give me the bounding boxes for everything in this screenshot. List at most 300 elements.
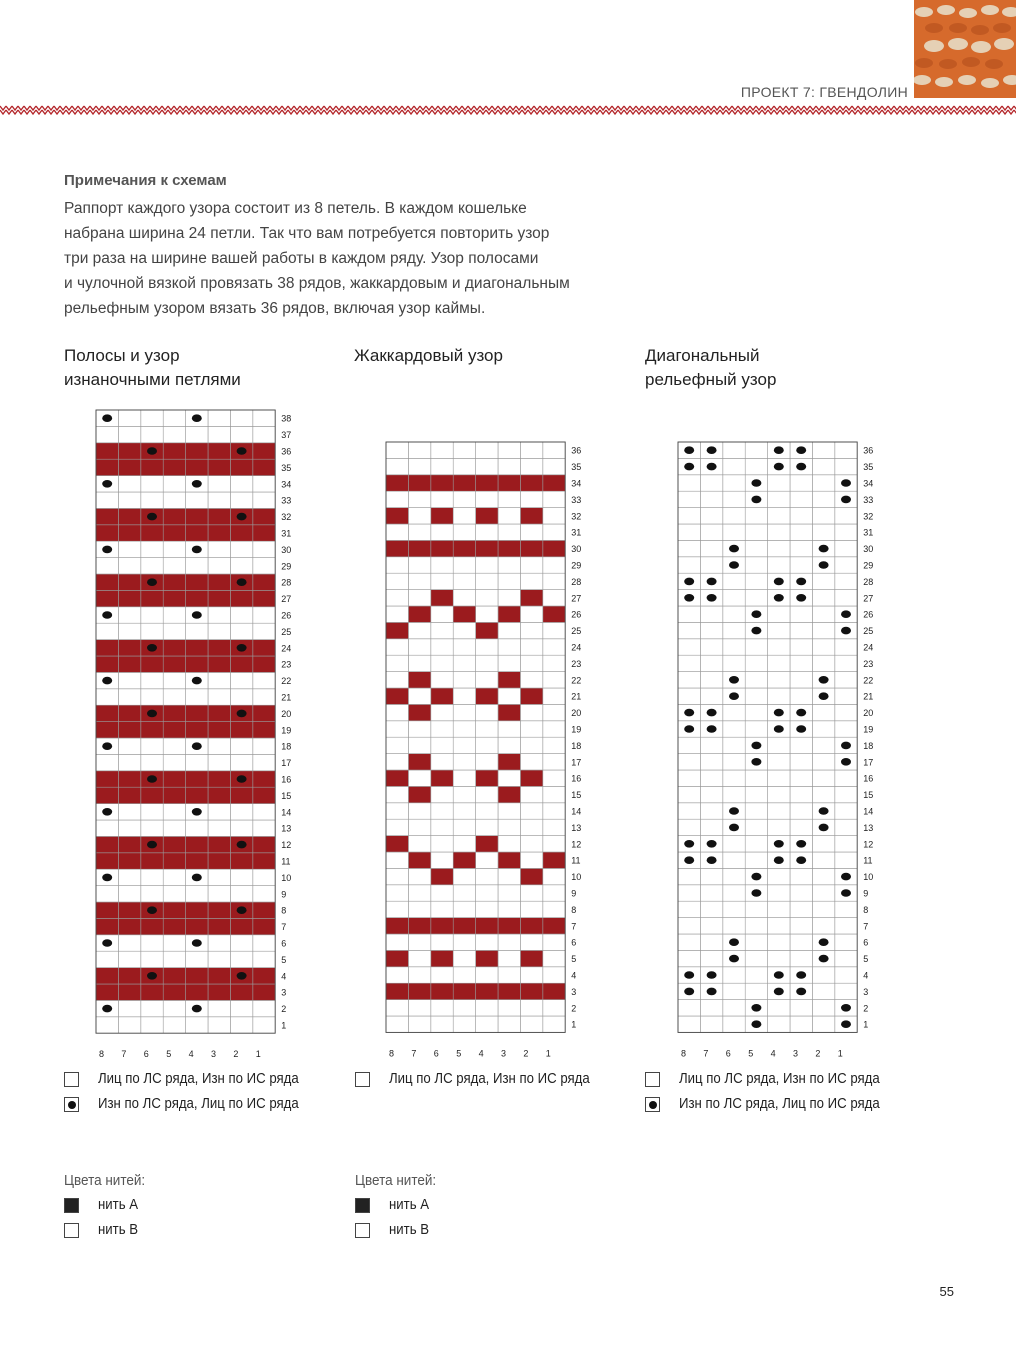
chart-cell [453, 704, 475, 720]
chart-cell [96, 820, 118, 836]
chart-cell [768, 524, 790, 540]
chart-cell [790, 639, 812, 655]
chart-cell [723, 721, 745, 737]
chart-cell [431, 803, 453, 819]
chart-cell [186, 508, 208, 524]
chart-cell [835, 508, 857, 524]
chart-cell [812, 590, 834, 606]
chart-cell [408, 540, 430, 556]
chart-cell [520, 557, 542, 573]
chart-cell [835, 704, 857, 720]
chart-cell [408, 573, 430, 589]
row-label: 17 [281, 758, 292, 769]
chart-cell [208, 886, 230, 902]
chart-cell [700, 606, 722, 622]
chart-cell [790, 475, 812, 491]
chart-cell [230, 754, 252, 770]
chart-cell [520, 606, 542, 622]
chart-cell [835, 901, 857, 917]
chart-cell [768, 508, 790, 524]
chart-cell [723, 524, 745, 540]
chart-cell [790, 786, 812, 802]
dot-symbol [729, 561, 739, 569]
chart-cell [253, 1000, 275, 1016]
chart-cell [678, 508, 700, 524]
dot-symbol [751, 889, 761, 897]
chart-cell [745, 557, 767, 573]
chart-cell [141, 590, 163, 606]
chart-cell [253, 754, 275, 770]
chart-cell [431, 557, 453, 573]
chart-cell [186, 984, 208, 1000]
chart-cell [96, 968, 118, 984]
chart-cell [386, 983, 408, 999]
chart-cell [453, 868, 475, 884]
chart-cell [723, 590, 745, 606]
chart-cell [520, 540, 542, 556]
chart-cell [678, 655, 700, 671]
column-label: 4 [770, 1048, 776, 1058]
chart-cell [745, 983, 767, 999]
column-label: 4 [188, 1049, 194, 1058]
dot-symbol [102, 480, 112, 488]
chart-cell [745, 950, 767, 966]
dot-symbol [237, 578, 247, 586]
chart-cell [812, 967, 834, 983]
chart-cell [408, 1000, 430, 1016]
dot-symbol [707, 725, 717, 733]
chart-title-line: Жаккардовый узор [354, 346, 503, 365]
chart-cell [386, 672, 408, 688]
row-label: 34 [571, 478, 582, 489]
chart-cell [745, 458, 767, 474]
chart-cell [543, 852, 565, 868]
dot-symbol [707, 463, 717, 471]
chart-cell [520, 950, 542, 966]
dot-symbol [684, 463, 694, 471]
chart-cell [498, 918, 520, 934]
chart-cell [768, 950, 790, 966]
chart-cell [790, 754, 812, 770]
dot-symbol [147, 841, 157, 849]
dot-symbol [102, 742, 112, 750]
chart-cell [186, 787, 208, 803]
chart-cell [230, 869, 252, 885]
chart-title-line: изнаночными петлями [64, 370, 241, 389]
chart-cell [118, 1017, 140, 1033]
row-label: 35 [571, 462, 582, 473]
row-label: 33 [281, 495, 292, 506]
chart-cell [700, 491, 722, 507]
chart-cell [208, 705, 230, 721]
chart-cell [431, 508, 453, 524]
chart-cell [208, 935, 230, 951]
chart-cell [723, 885, 745, 901]
chart-cell [476, 754, 498, 770]
row-label: 32 [863, 511, 874, 522]
chart-cell [543, 1000, 565, 1016]
dot-symbol [102, 808, 112, 816]
chart-cell [186, 853, 208, 869]
chart-cell [408, 950, 430, 966]
dot-symbol [237, 513, 247, 521]
chart-cell [163, 640, 185, 656]
row-label: 20 [281, 708, 292, 719]
chart-cell [476, 967, 498, 983]
chart-cell [723, 491, 745, 507]
chart-cell [812, 704, 834, 720]
chart-cell [498, 721, 520, 737]
chart-cell [230, 918, 252, 934]
chart-cell [520, 622, 542, 638]
chart-cell [208, 492, 230, 508]
chart-cell [745, 721, 767, 737]
dot-symbol [774, 446, 784, 454]
chart-cell [118, 541, 140, 557]
chart-cell [678, 803, 700, 819]
chart-cell [118, 902, 140, 918]
dot-symbol [237, 972, 247, 980]
chart-cell [476, 786, 498, 802]
chart-cell [520, 672, 542, 688]
chart-cell [745, 524, 767, 540]
dot-symbol [684, 971, 694, 979]
chart-cell [476, 458, 498, 474]
chart-cell [186, 754, 208, 770]
chart-cell [768, 737, 790, 753]
row-label: 31 [281, 528, 292, 539]
chart-cell [723, 606, 745, 622]
dot-square-icon [645, 1097, 660, 1112]
chart-cell [163, 574, 185, 590]
chart-cell [118, 508, 140, 524]
chart-cell [230, 656, 252, 672]
dot-symbol [147, 644, 157, 652]
chart-cell [208, 525, 230, 541]
row-label: 2 [571, 1003, 577, 1014]
chart-cell [453, 885, 475, 901]
row-label: 32 [571, 511, 582, 522]
chart-cell [812, 622, 834, 638]
chart-cell [835, 950, 857, 966]
chart-cell [253, 640, 275, 656]
chart-cell [835, 639, 857, 655]
row-label: 10 [281, 872, 292, 883]
row-label: 24 [863, 642, 874, 653]
chart-cell [408, 655, 430, 671]
dot-symbol [774, 578, 784, 586]
chart-cell [543, 967, 565, 983]
chart-cell [96, 705, 118, 721]
chart-cell [520, 918, 542, 934]
chart-cell [812, 852, 834, 868]
chart-cell [835, 934, 857, 950]
chart-cell [208, 1017, 230, 1033]
chart-cell [118, 426, 140, 442]
chart-cell [163, 853, 185, 869]
chart-cell [700, 918, 722, 934]
dot-symbol [796, 463, 806, 471]
chart-cell [476, 442, 498, 458]
chart-cell [431, 901, 453, 917]
chart-cell [678, 606, 700, 622]
chart-cell [790, 491, 812, 507]
chart-cell [96, 443, 118, 459]
chart-cell [723, 704, 745, 720]
chart-cell [386, 491, 408, 507]
chart-cell [253, 886, 275, 902]
chart-cell [476, 1016, 498, 1032]
chart-cell [408, 983, 430, 999]
dot-symbol [147, 710, 157, 718]
chart-cell [498, 508, 520, 524]
chart-cell [723, 573, 745, 589]
chart-cell [141, 459, 163, 475]
legend-text: Лиц по ЛС ряда, Изн по ИС ряда [98, 1070, 299, 1087]
dot-symbol [819, 824, 829, 832]
empty-square-icon [64, 1072, 79, 1087]
chart-cell [835, 836, 857, 852]
chart-cell [678, 918, 700, 934]
chart-cell [476, 852, 498, 868]
chart-cell [678, 868, 700, 884]
chart-cell [208, 672, 230, 688]
chart-cell [163, 918, 185, 934]
dot-symbol [102, 414, 112, 422]
chart-cell [678, 754, 700, 770]
dot-symbol [841, 758, 851, 766]
row-label: 23 [281, 659, 292, 670]
chart-cell [141, 722, 163, 738]
chart-cell [835, 983, 857, 999]
chart-cell [386, 704, 408, 720]
chart-cell [118, 672, 140, 688]
chart-cell [386, 868, 408, 884]
chart-cell [498, 819, 520, 835]
chart-cell [141, 787, 163, 803]
chart-cell [96, 984, 118, 1000]
chart-cell [768, 557, 790, 573]
chart-title-line: Диагональный [645, 346, 760, 365]
chart-cell [700, 508, 722, 524]
chart-cell [253, 689, 275, 705]
chart-cell [141, 754, 163, 770]
chart-cell [543, 868, 565, 884]
row-label: 19 [863, 724, 874, 735]
chart-cell [253, 951, 275, 967]
chart-cell [141, 623, 163, 639]
chart-cell [498, 803, 520, 819]
chart-cell [408, 688, 430, 704]
chart-cell [768, 786, 790, 802]
chart-cell [678, 540, 700, 556]
chart-cell [186, 623, 208, 639]
chart-cell [543, 786, 565, 802]
chart-cell [431, 639, 453, 655]
notes-title: Примечания к схемам [64, 172, 227, 189]
row-label: 14 [571, 806, 582, 817]
chart-cell [163, 836, 185, 852]
chart-cell [678, 786, 700, 802]
chart-cell [700, 688, 722, 704]
yarn-text: нить A [98, 1196, 139, 1213]
chart-cell [476, 770, 498, 786]
column-label: 5 [748, 1048, 754, 1058]
chart-cell [118, 1000, 140, 1016]
chart-cell [408, 819, 430, 835]
yarn-text: нить A [389, 1196, 430, 1213]
chart-cell [163, 886, 185, 902]
chart-cell [835, 803, 857, 819]
row-label: 36 [571, 445, 582, 456]
row-label: 9 [571, 888, 577, 899]
chart-cell [745, 836, 767, 852]
chart-cell [453, 557, 475, 573]
chart-cell [163, 623, 185, 639]
chart-cell [96, 902, 118, 918]
chart-cell [453, 983, 475, 999]
chart-cell [520, 491, 542, 507]
chart-cell [163, 410, 185, 426]
chart-cell [678, 524, 700, 540]
dot-symbol [684, 578, 694, 586]
chart-cell [812, 524, 834, 540]
chart-cell [141, 689, 163, 705]
dot-symbol [841, 496, 851, 504]
chart-cell [543, 672, 565, 688]
chart-cell [520, 590, 542, 606]
chart-cell [141, 656, 163, 672]
dot-symbol [751, 610, 761, 618]
chart-cell [163, 738, 185, 754]
chart-cell [476, 1000, 498, 1016]
dot-symbol [147, 447, 157, 455]
chart-cell [163, 508, 185, 524]
dot-square-icon [64, 1097, 79, 1112]
chart-cell [230, 804, 252, 820]
chart-cell [768, 688, 790, 704]
chart-cell [253, 771, 275, 787]
chart-cell [230, 476, 252, 492]
chart-cell [812, 655, 834, 671]
chart-cell [543, 737, 565, 753]
chart-cell [700, 803, 722, 819]
chart-cell [768, 819, 790, 835]
chart-cell [386, 721, 408, 737]
chart-cell [141, 426, 163, 442]
row-label: 18 [863, 740, 874, 751]
dot-symbol [102, 677, 112, 685]
dot-symbol [841, 1020, 851, 1028]
chart-cell [812, 606, 834, 622]
chart-cell [408, 1016, 430, 1032]
row-label: 23 [571, 658, 582, 669]
chart-cell [790, 803, 812, 819]
dot-symbol [841, 889, 851, 897]
chart-cell [476, 983, 498, 999]
chart-cell [520, 458, 542, 474]
chart-cell [790, 1016, 812, 1032]
chart-cell [208, 1000, 230, 1016]
chart-cell [543, 721, 565, 737]
chart-cell [543, 475, 565, 491]
chart-cell [118, 623, 140, 639]
chart-cell [208, 656, 230, 672]
chart-cell [431, 918, 453, 934]
chart-cell [96, 508, 118, 524]
chart-cell [208, 984, 230, 1000]
chart-cell [431, 606, 453, 622]
chart-cell [386, 508, 408, 524]
chart-cell [96, 426, 118, 442]
chart-cell [96, 787, 118, 803]
row-label: 8 [281, 905, 287, 916]
chart-cell [118, 492, 140, 508]
row-label: 3 [281, 987, 287, 998]
chart-cell [790, 885, 812, 901]
row-label: 6 [571, 937, 577, 948]
row-label: 9 [863, 888, 869, 899]
chart-cell [498, 442, 520, 458]
chart-cell [520, 836, 542, 852]
chart-cell [453, 770, 475, 786]
dot-symbol [192, 742, 202, 750]
chart-cell [208, 590, 230, 606]
chart-cell [253, 541, 275, 557]
chart-cell [453, 606, 475, 622]
dot-symbol [729, 955, 739, 963]
chart-cell [253, 836, 275, 852]
chart-cell [768, 540, 790, 556]
chart-cell [208, 968, 230, 984]
chart-cell [453, 786, 475, 802]
chart-cell [386, 950, 408, 966]
chart-stripes-purl [90, 408, 310, 1058]
chart-cell [141, 492, 163, 508]
chart-cell [408, 803, 430, 819]
chart-cell [96, 656, 118, 672]
chart-cell [700, 672, 722, 688]
chart-cell [790, 655, 812, 671]
chart-cell [253, 722, 275, 738]
chart-cell [700, 1000, 722, 1016]
chart-cell [768, 803, 790, 819]
chart-cell [96, 558, 118, 574]
chart-cell [163, 935, 185, 951]
chart-cell [790, 868, 812, 884]
chart-cell [386, 754, 408, 770]
chart-cell [812, 786, 834, 802]
chart-cell [208, 771, 230, 787]
chart-cell [253, 738, 275, 754]
chart-cell [386, 770, 408, 786]
chart-cell [476, 950, 498, 966]
chart-cell [812, 754, 834, 770]
chart-cell [768, 934, 790, 950]
row-label: 21 [571, 691, 582, 702]
chart-cell [700, 770, 722, 786]
chart-cell [453, 540, 475, 556]
row-label: 29 [571, 560, 582, 571]
chart-cell [253, 410, 275, 426]
chart-cell [186, 558, 208, 574]
chart-cell [431, 721, 453, 737]
chart-cell [790, 950, 812, 966]
chart-cell [700, 737, 722, 753]
row-label: 33 [863, 494, 874, 505]
chart-cell [812, 1016, 834, 1032]
chart-cell [386, 836, 408, 852]
